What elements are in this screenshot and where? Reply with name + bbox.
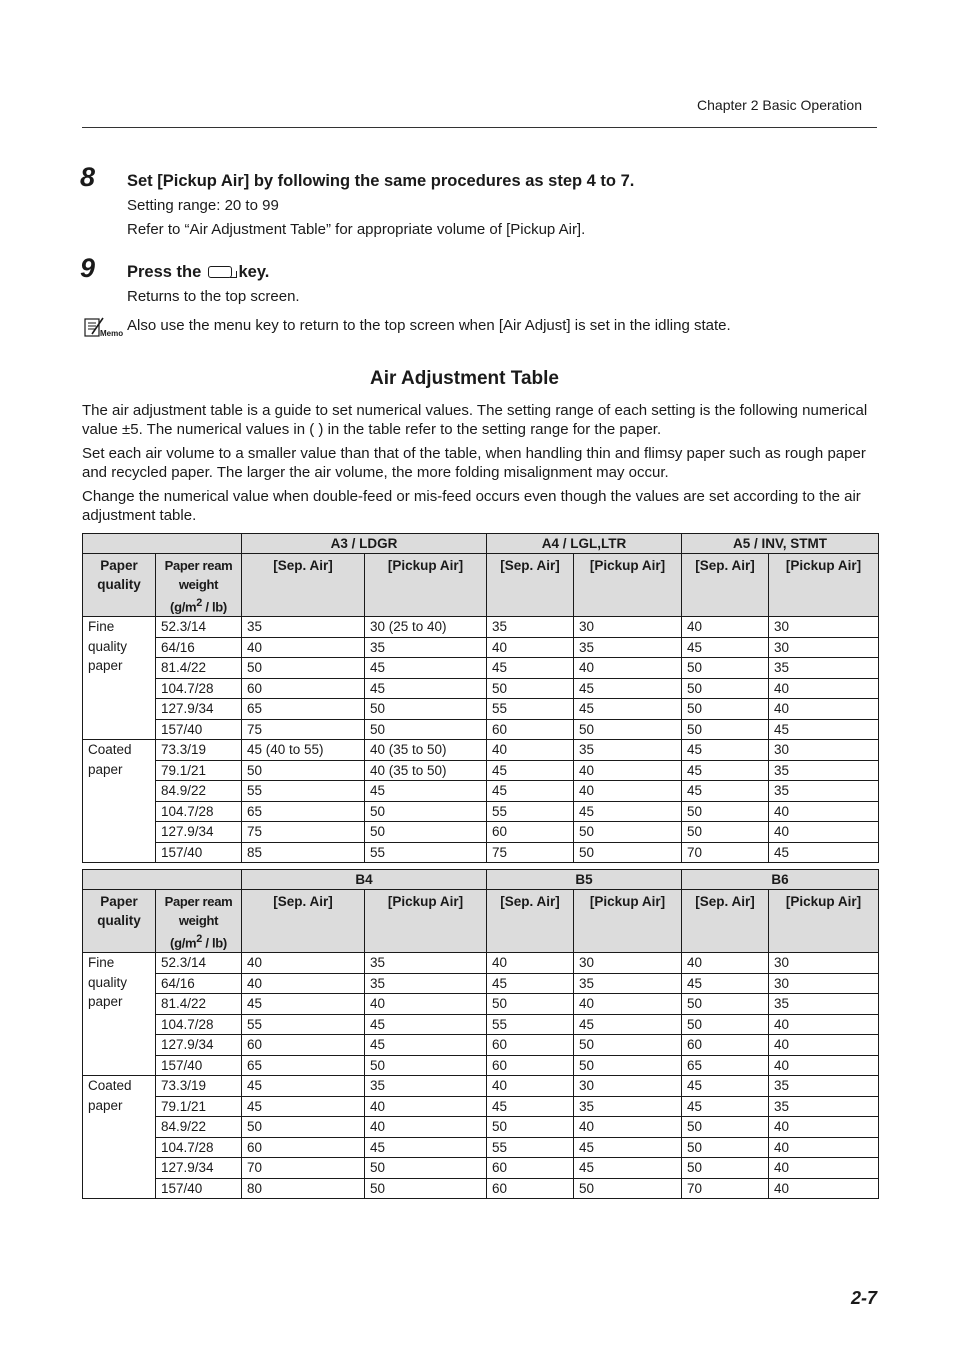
sep-air-cell: 40 [242,637,365,658]
pickup-air-cell: 35 [365,973,487,994]
weight-cell: 81.4/22 [156,994,242,1015]
paper-weight-header [156,554,242,617]
paper-quality-header: Paper quality [83,554,156,617]
pickup-air-cell: 45 [574,1014,682,1035]
pickup-air-cell: 45 [365,658,487,679]
sep-air-cell: 45 [682,973,769,994]
weight-cell: 79.1/21 [156,1096,242,1117]
weight-cell: 157/40 [156,1178,242,1199]
sep-air-cell: 70 [682,842,769,863]
pickup-air-cell: 50 [574,1178,682,1199]
sep-air-cell: 45 [682,1096,769,1117]
step-8-title: Set [Pickup Air] by following the same procedures as step 4 to 7. [127,172,635,190]
sep-air-cell: 60 [242,678,365,699]
intro-paragraph-1: The air adjustment table is a guide to set numerical values. The setting range of each setting is the following numerical value ±5. The numerical values in ( ) in the table refer to the setting range for the paper. [82,402,868,438]
pickup-air-cell: 50 [365,1178,487,1199]
weight-label: Paper ream weight [164,894,233,928]
sep-air-cell: 65 [242,1055,365,1076]
pickup-air-cell: 45 [365,1137,487,1158]
table-row [83,617,879,638]
chapter-header: Chapter 2 Basic Operation [697,97,862,113]
step-9-title-before: Press the [127,263,202,281]
sep-air-cell: 50 [682,1014,769,1035]
pickup-air-cell: 45 [365,678,487,699]
table-row [83,994,879,1015]
sep-air-cell: 60 [487,1178,574,1199]
sep-air-cell: 40 [682,617,769,638]
sep-air-cell: 45 [487,658,574,679]
pickup-air-cell: 35 [574,637,682,658]
weight-cell: 79.1/21 [156,760,242,781]
weight-label: Paper ream weight [164,558,233,592]
weight-cell: 52.3/14 [156,617,242,638]
table-body [83,953,879,1199]
sep-air-cell: 60 [487,1158,574,1179]
page-number: 2-7 [850,1288,877,1308]
table-row [83,678,879,699]
pickup-air-cell: 50 [365,1158,487,1179]
pickup-air-cell: 40 [574,658,682,679]
pickup-air-cell: 45 [365,1014,487,1035]
pickup-air-cell: 45 [365,1035,487,1056]
quality-coated-cell: Coated paper [83,1076,156,1199]
sep-air-cell: 40 [487,740,574,761]
pickup-air-cell: 45 [365,781,487,802]
sep-air-cell: 40 [487,1076,574,1097]
sep-air-header: [Sep. Air] [242,554,365,617]
pickup-air-cell: 30 [769,617,879,638]
pickup-air-cell: 40 (35 to 50) [365,760,487,781]
sep-air-cell: 60 [487,1035,574,1056]
weight-cell: 52.3/14 [156,953,242,974]
sep-air-cell: 50 [682,801,769,822]
pickup-air-cell: 30 [574,953,682,974]
table-row [83,1076,879,1097]
weight-unit-end: / lb) [202,599,227,615]
pickup-air-cell: 45 [769,842,879,863]
pickup-air-cell: 50 [365,801,487,822]
pickup-air-cell: 30 [574,617,682,638]
step-8-reference: Refer to “Air Adjustment Table” for appropriate volume of [Pickup Air]. [127,221,586,238]
sep-air-cell: 50 [682,699,769,720]
pickup-air-cell: 50 [574,842,682,863]
pickup-air-cell: 35 [769,781,879,802]
weight-cell: 84.9/22 [156,1117,242,1138]
pickup-air-cell: 45 [769,719,879,740]
weight-cell: 127.9/34 [156,822,242,843]
table-row [83,719,879,740]
sep-air-cell: 40 [242,973,365,994]
pickup-air-cell: 40 [769,1035,879,1056]
weight-cell: 104.7/28 [156,1137,242,1158]
sep-air-header: [Sep. Air] [682,554,769,617]
sep-air-cell: 50 [682,658,769,679]
sep-air-cell: 50 [487,1117,574,1138]
pickup-air-cell: 35 [769,1076,879,1097]
sep-air-cell: 50 [682,1117,769,1138]
sep-air-cell: 35 [242,617,365,638]
weight-cell: 81.4/22 [156,658,242,679]
pickup-air-cell: 55 [365,842,487,863]
table-row [83,1178,879,1199]
pickup-air-cell: 40 [769,678,879,699]
pickup-air-cell: 35 [769,994,879,1015]
weight-cell: 127.9/34 [156,1158,242,1179]
sep-air-cell: 50 [682,994,769,1015]
enter-key-icon [208,266,232,278]
sep-air-cell: 40 [487,637,574,658]
table-row [83,637,879,658]
pickup-air-cell: 35 [769,760,879,781]
sep-air-cell: 65 [242,801,365,822]
sep-air-cell: 60 [242,1137,365,1158]
weight-cell: 104.7/28 [156,801,242,822]
air-table-b-sizes [82,869,879,1199]
weight-cell: 157/40 [156,842,242,863]
pickup-air-cell: 40 [769,801,879,822]
table-row [83,973,879,994]
pickup-air-header: [Pickup Air] [365,554,487,617]
sep-air-cell: 45 [487,973,574,994]
pickup-air-cell: 40 [769,1137,879,1158]
sep-air-cell: 55 [242,1014,365,1035]
step-8-number: 8 [80,162,96,192]
table-row [83,1055,879,1076]
pickup-air-cell: 30 [769,740,879,761]
pickup-air-cell: 40 [574,994,682,1015]
pickup-air-cell: 35 [574,973,682,994]
sep-air-cell: 55 [487,699,574,720]
pickup-air-cell: 30 [769,973,879,994]
weight-cell: 157/40 [156,1055,242,1076]
paper-weight-header [156,890,242,953]
sep-air-cell: 65 [682,1055,769,1076]
pickup-air-cell: 50 [365,699,487,720]
quality-fine-cell: Fine quality paper [83,617,156,740]
sep-air-cell: 70 [242,1158,365,1179]
pickup-air-cell: 50 [574,1055,682,1076]
intro-paragraph-3: Change the numerical value when double-feed or mis-feed occurs even though the values are set according to the air adjustment table. [82,488,861,524]
pickup-air-cell: 35 [365,953,487,974]
sep-air-cell: 55 [487,1137,574,1158]
pickup-air-cell: 45 [574,1137,682,1158]
pickup-air-header: [Pickup Air] [769,890,879,953]
table-row [83,842,879,863]
sep-air-cell: 70 [682,1178,769,1199]
sep-air-cell: 50 [682,1137,769,1158]
table-row [83,760,879,781]
pickup-air-cell: 50 [574,719,682,740]
table-row [83,1137,879,1158]
step-9-title-after: key. [238,263,270,281]
step-9-result: Returns to the top screen. [127,288,300,305]
pickup-air-cell: 45 [574,801,682,822]
weight-cell: 104.7/28 [156,678,242,699]
pickup-air-cell: 35 [769,658,879,679]
pickup-air-cell: 30 [574,1076,682,1097]
sep-air-cell: 45 [487,1096,574,1117]
sep-air-cell: 85 [242,842,365,863]
header-blank [83,534,242,554]
table-row [83,658,879,679]
pickup-air-cell: 40 [769,1055,879,1076]
pickup-air-cell: 40 (35 to 50) [365,740,487,761]
sep-air-header: [Sep. Air] [682,890,769,953]
weight-unit: (g/m [170,935,197,951]
weight-cell: 84.9/22 [156,781,242,802]
sep-air-header: [Sep. Air] [487,554,574,617]
sep-air-cell: 65 [242,699,365,720]
table-body [83,617,879,863]
sep-air-cell: 50 [682,678,769,699]
pickup-air-header: [Pickup Air] [574,554,682,617]
sep-air-cell: 45 [242,1096,365,1117]
sep-air-cell: 55 [487,801,574,822]
sep-air-cell: 50 [487,994,574,1015]
pickup-air-header: [Pickup Air] [769,554,879,617]
pickup-air-header: [Pickup Air] [365,890,487,953]
table-row [83,1158,879,1179]
paper-quality-header: Paper quality [83,890,156,953]
sep-air-cell: 75 [242,822,365,843]
weight-cell: 127.9/34 [156,1035,242,1056]
air-table-a-sizes [82,533,879,863]
pickup-air-cell: 50 [574,1035,682,1056]
pickup-air-cell: 30 [769,637,879,658]
table-row [83,699,879,720]
sep-air-cell: 55 [242,781,365,802]
sep-air-cell: 50 [682,1158,769,1179]
sep-air-cell: 45 [242,1076,365,1097]
header-blank [83,870,242,890]
pickup-air-cell: 50 [365,1055,487,1076]
pickup-air-cell: 40 [769,1158,879,1179]
pickup-air-cell: 35 [365,637,487,658]
weight-cell: 64/16 [156,637,242,658]
pickup-air-cell: 40 [574,781,682,802]
table-row [83,1096,879,1117]
table-row [83,781,879,802]
section-title: Air Adjustment Table [370,368,559,389]
header-divider [82,127,877,128]
table-row [83,801,879,822]
sep-air-cell: 45 [682,760,769,781]
sep-air-header: [Sep. Air] [242,890,365,953]
pickup-air-cell: 40 [365,1117,487,1138]
table-row [83,953,879,974]
pickup-air-header: [Pickup Air] [574,890,682,953]
memo-icon [83,316,124,338]
memo-icon-label: Memo [100,329,124,338]
pickup-air-cell: 40 [365,1096,487,1117]
sep-air-cell: 40 [487,953,574,974]
sep-air-cell: 60 [487,1055,574,1076]
memo-text: Also use the menu key to return to the top screen when [Air Adjust] is set in the idling state. [127,317,731,334]
weight-cell: 73.3/19 [156,740,242,761]
sep-air-cell: 80 [242,1178,365,1199]
pickup-air-cell: 40 [574,1117,682,1138]
sep-air-cell: 45 [682,637,769,658]
weight-cell: 127.9/34 [156,699,242,720]
group-header: A4 / LGL,LTR [487,534,682,554]
pickup-air-cell: 30 [769,953,879,974]
weight-cell: 104.7/28 [156,1014,242,1035]
pickup-air-cell: 45 [574,1158,682,1179]
sep-air-cell: 75 [487,842,574,863]
weight-unit-end: / lb) [202,935,227,951]
weight-unit-sup: 2 [196,933,203,945]
weight-cell: 64/16 [156,973,242,994]
pickup-air-cell: 40 [769,1117,879,1138]
pickup-air-cell: 50 [365,719,487,740]
sep-air-cell: 45 [487,781,574,802]
pickup-air-cell: 45 [574,678,682,699]
table-row [83,740,879,761]
intro-paragraph-2: Set each air volume to a smaller value than that of the table, when handling thin and flimsy paper such as rough paper and recycled paper. The larger the air volume, the more folding misalignment may occur. [82,445,866,481]
table-row [83,1014,879,1035]
sep-air-cell: 45 [682,1076,769,1097]
pickup-air-cell: 50 [365,822,487,843]
step-9-number: 9 [80,253,96,283]
pickup-air-cell: 40 [365,994,487,1015]
step-9-title [127,263,269,282]
table-row [83,1117,879,1138]
pickup-air-cell: 50 [574,822,682,843]
sep-air-cell: 35 [487,617,574,638]
sep-air-cell: 55 [487,1014,574,1035]
sep-air-cell: 50 [242,1117,365,1138]
weight-unit: (g/m [170,599,197,615]
pickup-air-cell: 35 [574,740,682,761]
quality-fine-cell: Fine quality paper [83,953,156,1076]
sep-air-cell: 60 [242,1035,365,1056]
group-header: B6 [682,870,879,890]
table-row [83,1035,879,1056]
pickup-air-cell: 35 [769,1096,879,1117]
sep-air-cell: 50 [682,822,769,843]
pickup-air-cell: 40 [769,1178,879,1199]
sep-air-cell: 60 [682,1035,769,1056]
sep-air-cell: 50 [242,658,365,679]
table-row [83,822,879,843]
pickup-air-cell: 40 [769,1014,879,1035]
sep-air-cell: 40 [682,953,769,974]
sep-air-cell: 75 [242,719,365,740]
sep-air-cell: 45 [682,740,769,761]
group-header: B4 [242,870,487,890]
step-8-setting-range: Setting range: 20 to 99 [127,197,279,214]
weight-cell: 157/40 [156,719,242,740]
group-header: A5 / INV, STMT [682,534,879,554]
sep-air-cell: 50 [487,678,574,699]
sep-air-cell: 45 (40 to 55) [242,740,365,761]
sep-air-cell: 50 [682,719,769,740]
sep-air-cell: 40 [242,953,365,974]
pickup-air-cell: 40 [769,699,879,720]
pickup-air-cell: 35 [574,1096,682,1117]
group-header: B5 [487,870,682,890]
sep-air-cell: 45 [682,781,769,802]
pickup-air-cell: 40 [769,822,879,843]
sep-air-cell: 45 [242,994,365,1015]
pickup-air-cell: 30 (25 to 40) [365,617,487,638]
sep-air-header: [Sep. Air] [487,890,574,953]
group-header: A3 / LDGR [242,534,487,554]
sep-air-cell: 45 [487,760,574,781]
sep-air-cell: 60 [487,822,574,843]
weight-cell: 73.3/19 [156,1076,242,1097]
quality-coated-cell: Coated paper [83,740,156,863]
pickup-air-cell: 40 [574,760,682,781]
sep-air-cell: 50 [242,760,365,781]
pickup-air-cell: 45 [574,699,682,720]
weight-unit-sup: 2 [196,597,203,609]
sep-air-cell: 60 [487,719,574,740]
pickup-air-cell: 35 [365,1076,487,1097]
